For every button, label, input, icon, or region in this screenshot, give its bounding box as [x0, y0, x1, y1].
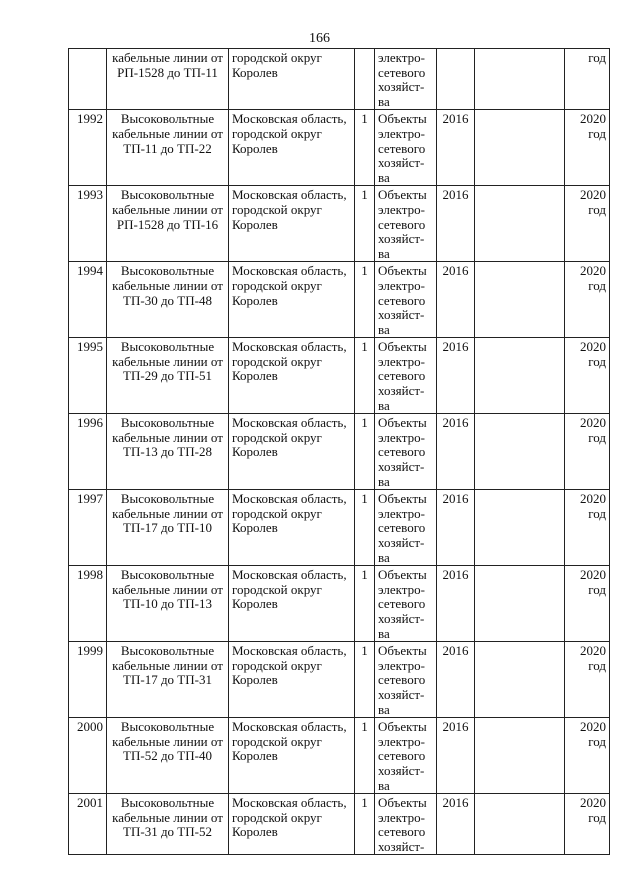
object-type-cell	[375, 414, 437, 490]
row-number: 2001	[77, 795, 103, 811]
object-term-line: год	[588, 50, 606, 65]
object-year: 2016	[442, 719, 469, 735]
object-quantity-cell	[355, 642, 375, 718]
object-type-line: сетевого	[378, 824, 426, 840]
object-location-line: Московская область,	[232, 339, 347, 355]
object-type-line: электро-	[378, 353, 425, 369]
object-note-cell	[475, 794, 565, 855]
object-term-line: 2020	[580, 719, 606, 735]
row-number-cell	[69, 718, 107, 794]
object-location-line: городской округ	[232, 809, 322, 825]
object-note-cell	[475, 49, 565, 110]
object-name-line: кабельные линии от	[112, 353, 223, 369]
object-name-line: Высоковольтные	[120, 567, 215, 583]
object-location-cell	[229, 338, 355, 414]
object-quantity: 1	[361, 187, 368, 203]
row-number: 1998	[77, 567, 103, 583]
object-location-line: городской округ	[232, 125, 322, 141]
object-term-cell	[565, 414, 610, 490]
object-type-line: Объекты	[378, 111, 427, 127]
object-term-cell	[565, 110, 610, 186]
object-type-line: сетевого	[378, 596, 426, 612]
row-number: 1995	[77, 339, 103, 355]
object-term-line: год	[588, 505, 606, 521]
object-term-cell	[565, 718, 610, 794]
table-row	[69, 490, 610, 566]
object-location-line: Королев	[232, 64, 278, 80]
object-year: 2016	[442, 643, 469, 659]
object-location-cell	[229, 262, 355, 338]
object-name-line: РП-1528 до ТП-16	[116, 216, 219, 232]
object-name-cell	[107, 49, 229, 110]
object-year-cell	[437, 566, 475, 642]
object-quantity: 1	[361, 111, 368, 127]
object-type-line: хозяйст-	[378, 459, 425, 475]
object-year-cell	[437, 718, 475, 794]
object-year: 2016	[442, 111, 469, 127]
object-name-line: кабельные линии от	[112, 505, 223, 521]
object-name-line: кабельные линии от	[112, 733, 223, 749]
object-type-cell	[375, 49, 437, 110]
object-note-cell	[475, 338, 565, 414]
object-type-line: электро-	[378, 505, 425, 521]
object-name-line: Высоковольтные	[120, 795, 215, 811]
object-name-line: ТП-17 до ТП-10	[123, 520, 212, 536]
object-term-line: 2020	[580, 795, 606, 811]
object-location-line: Московская область,	[232, 491, 347, 507]
object-name-cell	[107, 794, 229, 855]
object-quantity-cell	[355, 338, 375, 414]
object-type-line: хозяйст-	[378, 610, 425, 626]
object-location-line: Московская область,	[232, 111, 347, 127]
object-name-cell	[107, 186, 229, 262]
object-quantity: 1	[361, 643, 368, 659]
object-type-cell	[375, 110, 437, 186]
object-quantity: 1	[361, 263, 368, 279]
object-type-line: электро-	[378, 657, 425, 673]
table-row	[69, 49, 610, 110]
object-location-cell	[229, 794, 355, 855]
table-row	[69, 718, 610, 794]
object-term-line: год	[588, 581, 606, 597]
object-term-line: год	[588, 125, 606, 141]
object-location-line: городской округ	[232, 50, 322, 65]
object-term-line: год	[588, 657, 606, 673]
object-name-cell	[107, 262, 229, 338]
row-number-cell	[69, 794, 107, 855]
object-type-line: хозяйст-	[378, 686, 425, 702]
object-year-cell	[437, 642, 475, 718]
object-type-line: электро-	[378, 581, 425, 597]
object-location-line: Московская область,	[232, 263, 347, 279]
object-location-cell	[229, 566, 355, 642]
object-term-line: год	[588, 809, 606, 825]
object-type-line: сетевого	[378, 216, 426, 232]
object-type-line: ва	[378, 397, 390, 413]
object-location-line: Московская область,	[232, 187, 347, 203]
table-body	[69, 49, 610, 855]
object-quantity: 1	[361, 339, 368, 355]
object-term-line: 2020	[580, 339, 606, 355]
object-year-cell	[437, 186, 475, 262]
object-quantity: 1	[361, 567, 368, 583]
object-term-line: год	[588, 201, 606, 217]
object-name-cell	[107, 566, 229, 642]
object-year-cell	[437, 490, 475, 566]
object-type-line: хозяйст-	[378, 838, 425, 854]
object-type-line: ва	[378, 169, 390, 185]
object-type-line: ва	[378, 701, 390, 717]
object-name-cell	[107, 490, 229, 566]
object-year-cell	[437, 414, 475, 490]
object-location-line: Московская область,	[232, 719, 347, 735]
object-type-line: ва	[378, 93, 390, 109]
object-term-cell	[565, 566, 610, 642]
object-name-line: Высоковольтные	[120, 339, 215, 355]
object-type-line: ва	[378, 777, 390, 793]
row-number: 2000	[77, 719, 103, 735]
object-year-cell	[437, 262, 475, 338]
object-name-cell	[107, 338, 229, 414]
object-location-line: городской округ	[232, 581, 322, 597]
object-name-line: ТП-13 до ТП-28	[123, 444, 212, 460]
object-name-line: кабельные линии от	[112, 581, 223, 597]
object-type-line: сетевого	[378, 140, 426, 156]
object-type-line: электро-	[378, 809, 425, 825]
object-term-line: 2020	[580, 415, 606, 431]
object-location-line: Королев	[232, 596, 278, 612]
object-quantity-cell	[355, 414, 375, 490]
object-type-line: Объекты	[378, 795, 427, 811]
row-number: 1994	[77, 263, 103, 279]
object-name-line: ТП-31 до ТП-52	[123, 824, 212, 840]
row-number: 1992	[77, 111, 103, 127]
object-type-cell	[375, 490, 437, 566]
object-term-cell	[565, 794, 610, 855]
object-name-line: РП-1528 до ТП-11	[117, 64, 218, 80]
object-name-line: Высоковольтные	[120, 111, 215, 127]
object-type-line: Объекты	[378, 719, 427, 735]
object-term-line: 2020	[580, 187, 606, 203]
row-number: 1999	[77, 643, 103, 659]
object-type-line: сетевого	[378, 748, 426, 764]
object-quantity-cell	[355, 794, 375, 855]
object-location-line: Московская область,	[232, 567, 347, 583]
object-location-line: Королев	[232, 672, 278, 688]
object-location-cell	[229, 186, 355, 262]
object-quantity-cell	[355, 566, 375, 642]
object-location-line: Королев	[232, 748, 278, 764]
object-type-cell	[375, 718, 437, 794]
row-number-cell	[69, 490, 107, 566]
row-number: 1997	[77, 491, 103, 507]
object-location-line: Королев	[232, 444, 278, 460]
object-type-line: хозяйст-	[378, 155, 425, 171]
object-type-cell	[375, 186, 437, 262]
object-type-line: сетевого	[378, 368, 426, 384]
object-name-line: кабельные линии от	[112, 125, 223, 141]
object-name-line: кабельные линии от	[112, 809, 223, 825]
row-number-cell	[69, 110, 107, 186]
object-name-line: ТП-30 до ТП-48	[123, 292, 212, 308]
object-name-cell	[107, 642, 229, 718]
object-name-line: Высоковольтные	[120, 491, 215, 507]
object-location-line: Королев	[232, 216, 278, 232]
object-name-line: ТП-11 до ТП-22	[123, 140, 212, 156]
object-note-cell	[475, 414, 565, 490]
object-term-line: 2020	[580, 567, 606, 583]
object-name-cell	[107, 718, 229, 794]
object-type-line: ва	[378, 625, 390, 641]
page-number: 166	[309, 31, 330, 46]
object-name-line: Высоковольтные	[120, 263, 215, 279]
object-quantity-cell	[355, 718, 375, 794]
object-type-line: электро-	[378, 733, 425, 749]
object-location-cell	[229, 110, 355, 186]
object-term-line: год	[588, 277, 606, 293]
object-term-cell	[565, 186, 610, 262]
object-year: 2016	[442, 491, 469, 507]
row-number-cell	[69, 338, 107, 414]
object-name-line: кабельные линии от	[112, 50, 223, 65]
object-type-line: электро-	[378, 201, 425, 217]
object-location-line: Московская область,	[232, 795, 347, 811]
object-location-line: городской округ	[232, 733, 322, 749]
object-type-line: хозяйст-	[378, 79, 425, 95]
object-location-line: Московская область,	[232, 415, 347, 431]
object-type-cell	[375, 794, 437, 855]
object-location-line: Королев	[232, 368, 278, 384]
object-name-line: Высоковольтные	[120, 643, 215, 659]
object-term-cell	[565, 49, 610, 110]
object-type-line: электро-	[378, 125, 425, 141]
object-type-line: хозяйст-	[378, 307, 425, 323]
table-row	[69, 414, 610, 490]
object-type-line: хозяйст-	[378, 383, 425, 399]
object-name-line: кабельные линии от	[112, 277, 223, 293]
object-location-line: Королев	[232, 824, 278, 840]
object-name-line: Высоковольтные	[120, 415, 215, 431]
object-term-cell	[565, 262, 610, 338]
object-year: 2016	[442, 263, 469, 279]
registry-table	[68, 48, 610, 855]
object-quantity: 1	[361, 415, 368, 431]
object-name-line: ТП-17 до ТП-31	[123, 672, 212, 688]
object-type-line: ва	[378, 473, 390, 489]
object-name-line: Высоковольтные	[120, 187, 215, 203]
object-term-line: год	[588, 733, 606, 749]
row-number: 1993	[77, 187, 103, 203]
object-note-cell	[475, 718, 565, 794]
table-row	[69, 186, 610, 262]
object-name-cell	[107, 110, 229, 186]
object-location-cell	[229, 642, 355, 718]
object-name-line: Высоковольтные	[120, 719, 215, 735]
object-location-line: городской округ	[232, 277, 322, 293]
object-location-cell	[229, 490, 355, 566]
object-type-cell	[375, 338, 437, 414]
object-term-line: год	[588, 429, 606, 445]
object-location-line: городской округ	[232, 353, 322, 369]
object-type-line: электро-	[378, 50, 425, 65]
row-number-cell	[69, 262, 107, 338]
object-location-line: городской округ	[232, 657, 322, 673]
object-location-cell	[229, 49, 355, 110]
object-note-cell	[475, 490, 565, 566]
row-number: 1996	[77, 415, 103, 431]
object-term-cell	[565, 490, 610, 566]
object-type-line: электро-	[378, 277, 425, 293]
object-type-line: сетевого	[378, 672, 426, 688]
object-quantity-cell	[355, 262, 375, 338]
object-term-line: год	[588, 353, 606, 369]
object-location-line: городской округ	[232, 201, 322, 217]
object-type-cell	[375, 262, 437, 338]
object-note-cell	[475, 262, 565, 338]
object-note-cell	[475, 642, 565, 718]
object-year-cell	[437, 338, 475, 414]
object-type-cell	[375, 642, 437, 718]
object-quantity-cell	[355, 49, 375, 110]
object-type-line: Объекты	[378, 567, 427, 583]
object-type-line: ва	[378, 321, 390, 337]
object-location-line: городской округ	[232, 505, 322, 521]
object-quantity: 1	[361, 795, 368, 811]
object-term-cell	[565, 338, 610, 414]
object-name-line: кабельные линии от	[112, 657, 223, 673]
row-number-cell	[69, 566, 107, 642]
object-type-line: хозяйст-	[378, 535, 425, 550]
object-quantity-cell	[355, 110, 375, 186]
object-year: 2016	[442, 415, 469, 431]
object-term-line: 2020	[580, 111, 606, 127]
object-name-line: ТП-10 до ТП-13	[123, 596, 212, 612]
object-name-line: кабельные линии от	[112, 201, 223, 217]
table-row	[69, 566, 610, 642]
object-location-cell	[229, 718, 355, 794]
object-type-line: Объекты	[378, 643, 427, 659]
object-year-cell	[437, 110, 475, 186]
object-type-line: хозяйст-	[378, 231, 425, 247]
row-number-cell	[69, 49, 107, 110]
object-location-line: Королев	[232, 140, 278, 156]
table-row	[69, 262, 610, 338]
object-location-line: городской округ	[232, 429, 322, 445]
object-type-line: Объекты	[378, 263, 427, 279]
object-name-line: кабельные линии от	[112, 429, 223, 445]
object-note-cell	[475, 110, 565, 186]
table-row	[69, 338, 610, 414]
object-quantity: 1	[361, 491, 368, 507]
object-type-line: сетевого	[378, 292, 426, 308]
table-row	[69, 642, 610, 718]
object-type-line: сетевого	[378, 520, 426, 536]
object-term-line: 2020	[580, 263, 606, 279]
object-year-cell	[437, 49, 475, 110]
object-type-line: ва	[378, 245, 390, 261]
object-name-line: ТП-29 до ТП-51	[123, 368, 212, 384]
object-note-cell	[475, 186, 565, 262]
object-type-line: ва	[378, 549, 390, 565]
row-number-cell	[69, 186, 107, 262]
object-term-cell	[565, 642, 610, 718]
object-name-cell	[107, 414, 229, 490]
row-number-cell	[69, 414, 107, 490]
object-note-cell	[475, 566, 565, 642]
object-type-line: сетевого	[378, 444, 426, 460]
object-year: 2016	[442, 795, 469, 811]
object-term-line: 2020	[580, 643, 606, 659]
object-location-line: Королев	[232, 292, 278, 308]
table-row	[69, 110, 610, 186]
object-quantity: 1	[361, 719, 368, 735]
object-type-line: сетевого	[378, 64, 426, 80]
object-type-line: электро-	[378, 429, 425, 445]
object-name-line: ТП-52 до ТП-40	[123, 748, 212, 764]
object-type-line: Объекты	[378, 491, 427, 507]
object-type-line: Объекты	[378, 415, 427, 431]
object-location-cell	[229, 414, 355, 490]
row-number-cell	[69, 642, 107, 718]
object-type-cell	[375, 566, 437, 642]
object-term-line: 2020	[580, 491, 606, 507]
table-row	[69, 794, 610, 855]
object-type-line: Объекты	[378, 339, 427, 355]
object-year: 2016	[442, 339, 469, 355]
object-type-line: Объекты	[378, 187, 427, 203]
object-year-cell	[437, 794, 475, 855]
object-year: 2016	[442, 187, 469, 203]
object-location-line: Королев	[232, 520, 278, 536]
object-quantity-cell	[355, 490, 375, 566]
object-year: 2016	[442, 567, 469, 583]
object-location-line: Московская область,	[232, 643, 347, 659]
object-quantity-cell	[355, 186, 375, 262]
object-type-line: хозяйст-	[378, 762, 425, 778]
